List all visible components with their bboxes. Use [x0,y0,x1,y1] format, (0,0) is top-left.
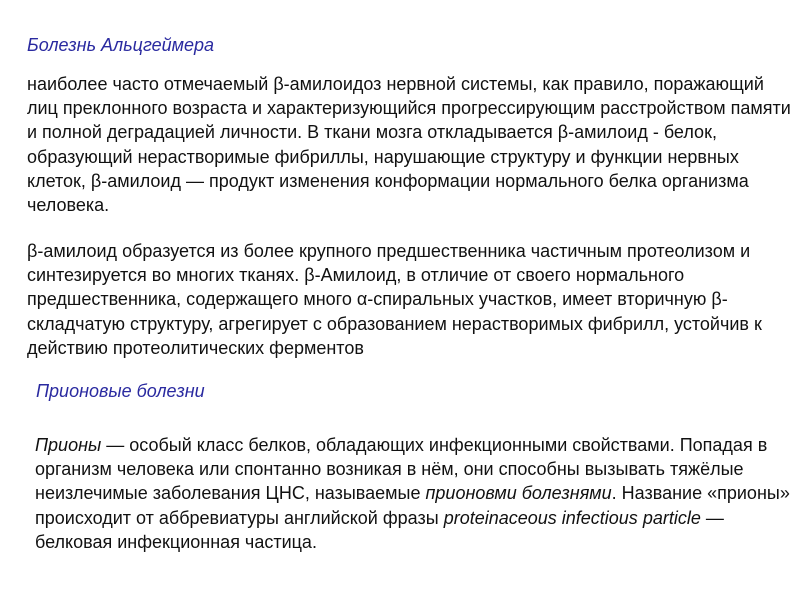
prion-paragraph [35,433,795,554]
prion-text-part-2: . Название «прионы» происходит от аббревиатуры английской фразы [35,483,790,528]
alzheimer-paragraph-2: β-амилоид образуется из более крупного предшественника частичным протеолизом и синтезируется во многих тканях. β-Амилоид, в отличие от своего нормального предшественника, содержащего много α-спиральных участков, имеет вторичную β-складчатую структуру, агрегирует с образованием нерастворимых фибрилл, устойчив к действию протеолитических ферментов [27,241,762,358]
prion-disease-term: прионовми болезнями [425,483,612,504]
english-phrase: proteinaceous infectious particle [443,507,701,528]
prion-heading: Прионовые болезни [36,381,205,401]
prion-text-part-1: — особый класс белков, обладающих инфекционными свойствами. Попадая в организм человека или спонтанно возникая в нём, они способны вызывать тяжёлые неизлечимые заболевания ЦНС, называемые [35,435,768,504]
alzheimer-paragraph-1: наиболее часто отмечаемый β-амилоидоз нервной системы, как правило, поражающий лиц преклонного возраста и характеризующийся прогрессирующим расстройством памяти и полной деградацией личности. В ткани мозга откладывается β-амилоид - белок, образующий нерастворимые фибриллы, нарушающие структуру и функции нервных клеток, β-амилоид — продукт изменения конформации нормального белка организма человека. [27,74,791,216]
alzheimer-heading: Болезнь Альцгеймера [27,35,215,55]
prion-text-part-3: — белковая инфекционная частица. [35,507,724,552]
prion-term: Прионы [35,435,102,455]
